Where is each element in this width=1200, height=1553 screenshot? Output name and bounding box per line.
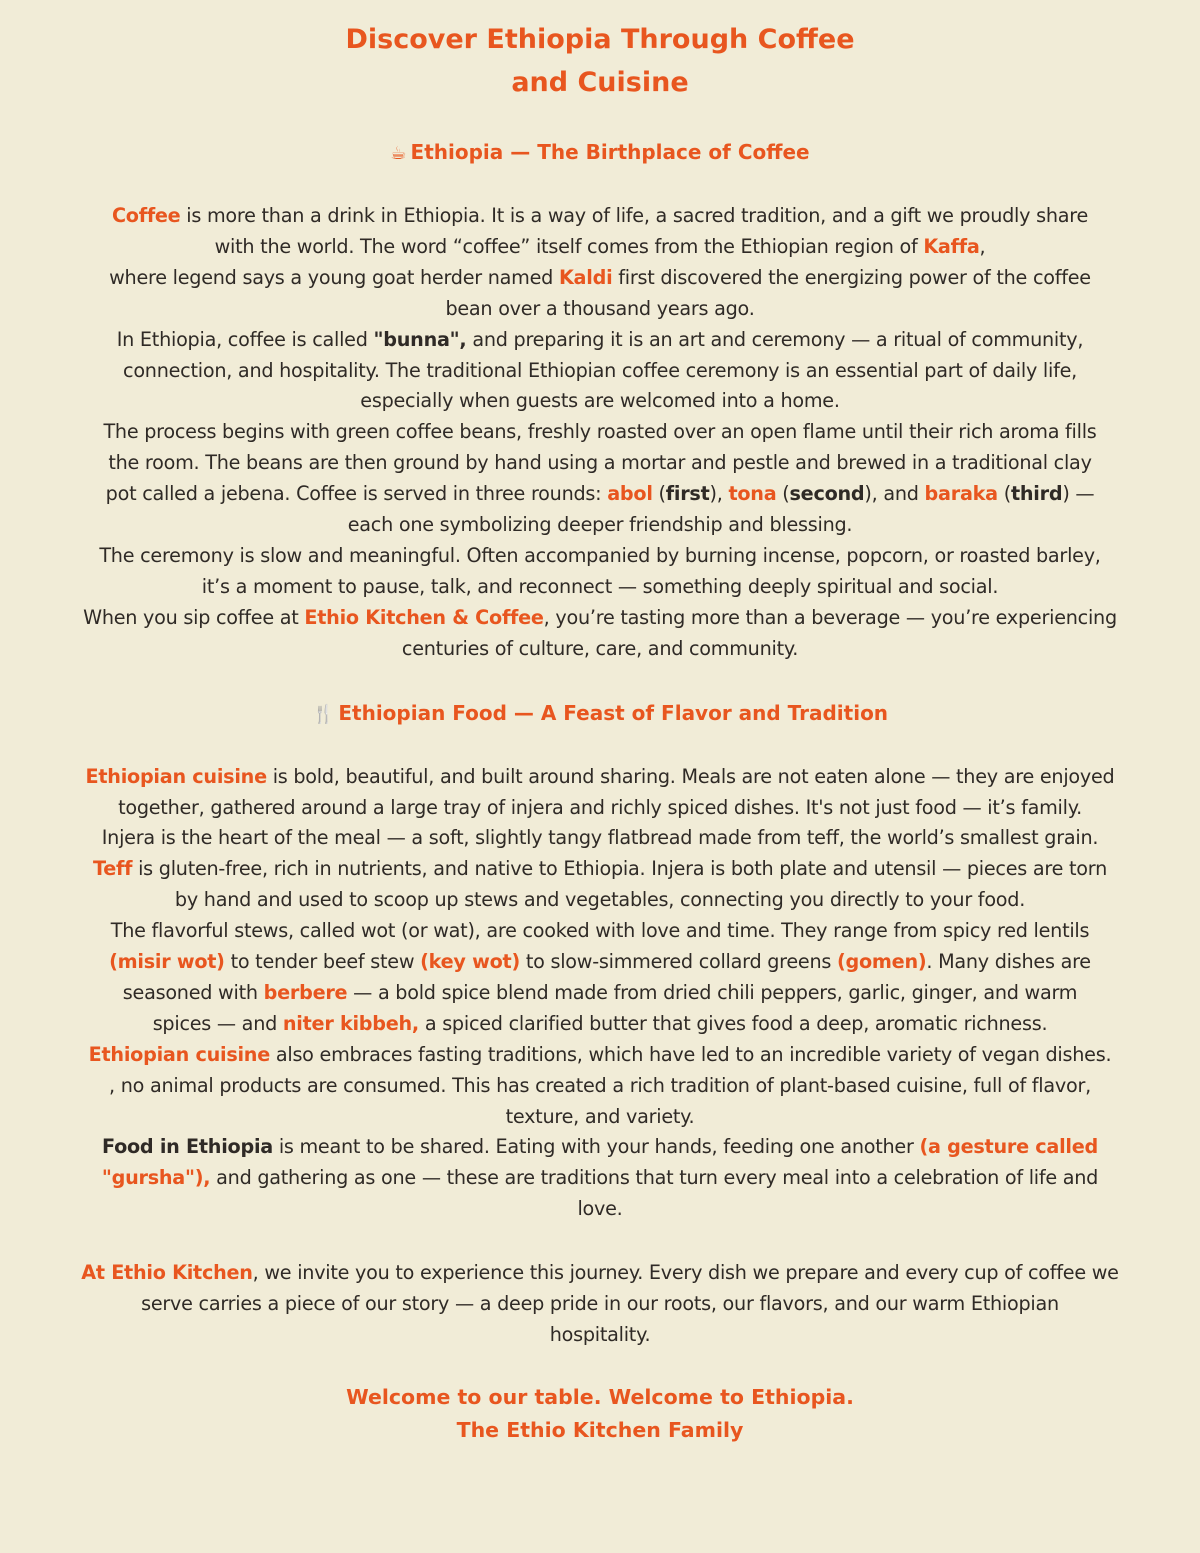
- highlight-berbere: berbere: [263, 980, 348, 1004]
- text-span: (: [776, 482, 790, 506]
- highlight-coffee: Coffee: [111, 204, 181, 227]
- text-span: is meant to be shared. Eating with your hands, feeding one another: [272, 1135, 920, 1159]
- text-span: (: [997, 482, 1011, 506]
- text-line: each one symbolizing deeper friendship and blessing.: [347, 513, 853, 537]
- text-line: especially when guests are welcomed into a home.: [360, 389, 840, 413]
- highlight-baraka: baraka: [924, 482, 998, 506]
- text-line: [8, 325, 1192, 356]
- text-span: — a bold spice blend made from dried chili peppers, garlic, ginger, and warm: [347, 980, 1078, 1004]
- text-line: [8, 1040, 1192, 1071]
- text-span: ),: [709, 482, 729, 506]
- bold-first: first: [665, 482, 710, 506]
- text-span: is gluten-free, rich in nutrients, and native to Ethiopia. Injera is both plate and utensil — pieces are torn: [132, 857, 1107, 881]
- text-span: . Many dishes are: [926, 950, 1091, 974]
- text-span: and gathering as one — these are traditions that turn every meal into a celebration of life and: [210, 1166, 1099, 1190]
- text-line: it’s a moment to pause, talk, and reconnect — something deeply spiritual and social.: [201, 574, 999, 598]
- text-line: [8, 201, 1192, 232]
- text-line: [8, 479, 1192, 510]
- text-span: (: [652, 482, 666, 506]
- text-line: The ceremony is slow and meaningful. Often accompanied by burning incense, popcorn, or roasted barley,: [99, 543, 1101, 567]
- coffee-section-body: [8, 201, 1192, 665]
- text-span: , we invite you to experience this journey. Every dish we prepare and every cup of coffee we: [252, 1261, 1119, 1285]
- highlight-ethiopian-cuisine-2: Ethiopian cuisine: [88, 1042, 270, 1066]
- text-span: ), and: [864, 482, 925, 506]
- highlight-kaldi: Kaldi: [558, 265, 613, 289]
- text-line: the room. The beans are then ground by hand using a mortar and pestle and brewed in a traditional clay: [108, 451, 1092, 475]
- food-section-heading-text: Ethiopian Food — A Feast of Flavor and Tradition: [338, 700, 889, 725]
- text-span: When you sip coffee at: [83, 605, 305, 629]
- text-span: pot called a jebena. Coffee is served in three rounds:: [105, 482, 608, 506]
- text-line: [8, 1132, 1192, 1163]
- text-line: Injera is the heart of the meal — a soft, slightly tangy flatbread made from teff, the world’s smallest grain.: [101, 826, 1099, 850]
- text-span: is bold, beautiful, and built around sharing. Meals are not eaten alone — they are enjoyed: [266, 764, 1115, 788]
- text-span: first discovered the energizing power of the coffee: [612, 265, 1091, 289]
- highlight-gesture-called: (a gesture called: [919, 1135, 1099, 1159]
- text-span: ,: [979, 234, 986, 258]
- text-line: [8, 1163, 1192, 1194]
- fork-knife-icon: 🍴: [311, 703, 335, 725]
- text-line: by hand and used to scoop up stews and vegetables, connecting you directly to your food.: [174, 888, 1026, 912]
- bold-food-in-ethiopia: Food in Ethiopia: [101, 1135, 273, 1159]
- highlight-key-wot: (key wot): [420, 950, 520, 974]
- coffee-section-heading: [8, 138, 1192, 168]
- highlight-gursha: "gursha"),: [101, 1166, 211, 1190]
- text-span: is more than a drink in Ethiopia. It is a way of life, a sacred tradition, and a gift we proudly share: [180, 204, 1089, 227]
- invitation-paragraph: [8, 1258, 1192, 1351]
- text-span: a spiced clarified butter that gives food a deep, aromatic richness.: [418, 1011, 1048, 1035]
- text-line: [8, 978, 1192, 1009]
- text-span: to tender beef stew: [224, 950, 421, 974]
- text-line: texture, and variety.: [505, 1104, 695, 1128]
- highlight-at-ethio-kitchen: At Ethio Kitchen: [81, 1261, 253, 1285]
- highlight-tona: tona: [728, 482, 777, 506]
- text-line: [8, 947, 1192, 978]
- closing-line-1: Welcome to our table. Welcome to Ethiopia.: [346, 1384, 854, 1409]
- coffee-cup-icon: ☕: [390, 143, 407, 164]
- text-line: hospitality.: [549, 1323, 651, 1346]
- bold-bunna: "bunna",: [373, 327, 467, 351]
- text-line: [8, 1258, 1192, 1289]
- text-span: also embraces fasting traditions, which have led to an incredible variety of vegan dishes.: [270, 1042, 1112, 1066]
- text-line: [8, 854, 1192, 885]
- food-section-body: [8, 762, 1192, 1226]
- text-line: together, gathered around a large tray of injera and richly spiced dishes. It's not just food — it’s family.: [118, 795, 1082, 819]
- text-line: , no animal products are consumed. This has created a rich tradition of plant-based cuisine, full of flavor,: [109, 1073, 1091, 1097]
- text-span: spices — and: [152, 1011, 283, 1035]
- text-line: centuries of culture, care, and community.: [401, 636, 799, 660]
- highlight-kaffa: Kaffa: [923, 234, 980, 258]
- text-span: , you’re tasting more than a beverage — you’re experiencing: [543, 605, 1117, 629]
- highlight-ethiopian-cuisine: Ethiopian cuisine: [85, 764, 267, 788]
- food-section-heading: [8, 699, 1192, 729]
- highlight-ethio-kitchen-coffee: Ethio Kitchen & Coffee: [304, 605, 544, 629]
- text-line: connection, and hospitality. The traditional Ethiopian coffee ceremony is an essential part of daily life,: [123, 358, 1077, 382]
- bold-third: third: [1010, 482, 1063, 506]
- text-span: seasoned with: [122, 980, 264, 1004]
- text-line: The flavorful stews, called wot (or wat), are cooked with love and time. They range from spicy red lentils: [110, 919, 1090, 943]
- text-span: and preparing it is an art and ceremony — a ritual of community,: [466, 327, 1084, 351]
- text-span: ) —: [1062, 482, 1095, 506]
- text-line: [8, 762, 1192, 793]
- coffee-section-heading-text: Ethiopia — The Birthplace of Coffee: [410, 140, 810, 164]
- text-line: The process begins with green coffee beans, freshly roasted over an open flame until their rich aroma fills: [103, 420, 1097, 444]
- closing-signature: [8, 1381, 1192, 1447]
- text-line: [8, 603, 1192, 634]
- text-span: In Ethiopia, coffee is called: [116, 327, 374, 351]
- text-line: [8, 232, 1192, 263]
- text-line: love.: [577, 1197, 623, 1221]
- highlight-niter-kibbeh: niter kibbeh,: [282, 1011, 419, 1035]
- bold-second: second: [789, 482, 865, 506]
- text-line: [8, 1009, 1192, 1040]
- text-span: with the world. The word “coffee” itself comes from the Ethiopian region of: [214, 234, 924, 258]
- text-line: serve carries a piece of our story — a deep pride in our roots, our flavors, and our warm Ethiopian: [141, 1292, 1059, 1316]
- page-title: [8, 18, 1192, 104]
- highlight-abol: abol: [607, 482, 653, 506]
- highlight-gomen: (gomen): [837, 950, 927, 974]
- highlight-misir-wot: (misir wot): [109, 950, 225, 974]
- text-span: where legend says a young goat herder named: [109, 265, 559, 289]
- page-title-line-2: and Cuisine: [511, 67, 689, 98]
- text-span: to slow-simmered collard greens: [519, 950, 837, 974]
- text-line: bean over a thousand years ago.: [445, 296, 755, 320]
- page-title-line-1: Discover Ethiopia Through Coffee: [345, 24, 855, 55]
- closing-line-2: The Ethio Kitchen Family: [456, 1417, 744, 1442]
- text-line: [8, 263, 1192, 294]
- highlight-teff: Teff: [93, 857, 133, 881]
